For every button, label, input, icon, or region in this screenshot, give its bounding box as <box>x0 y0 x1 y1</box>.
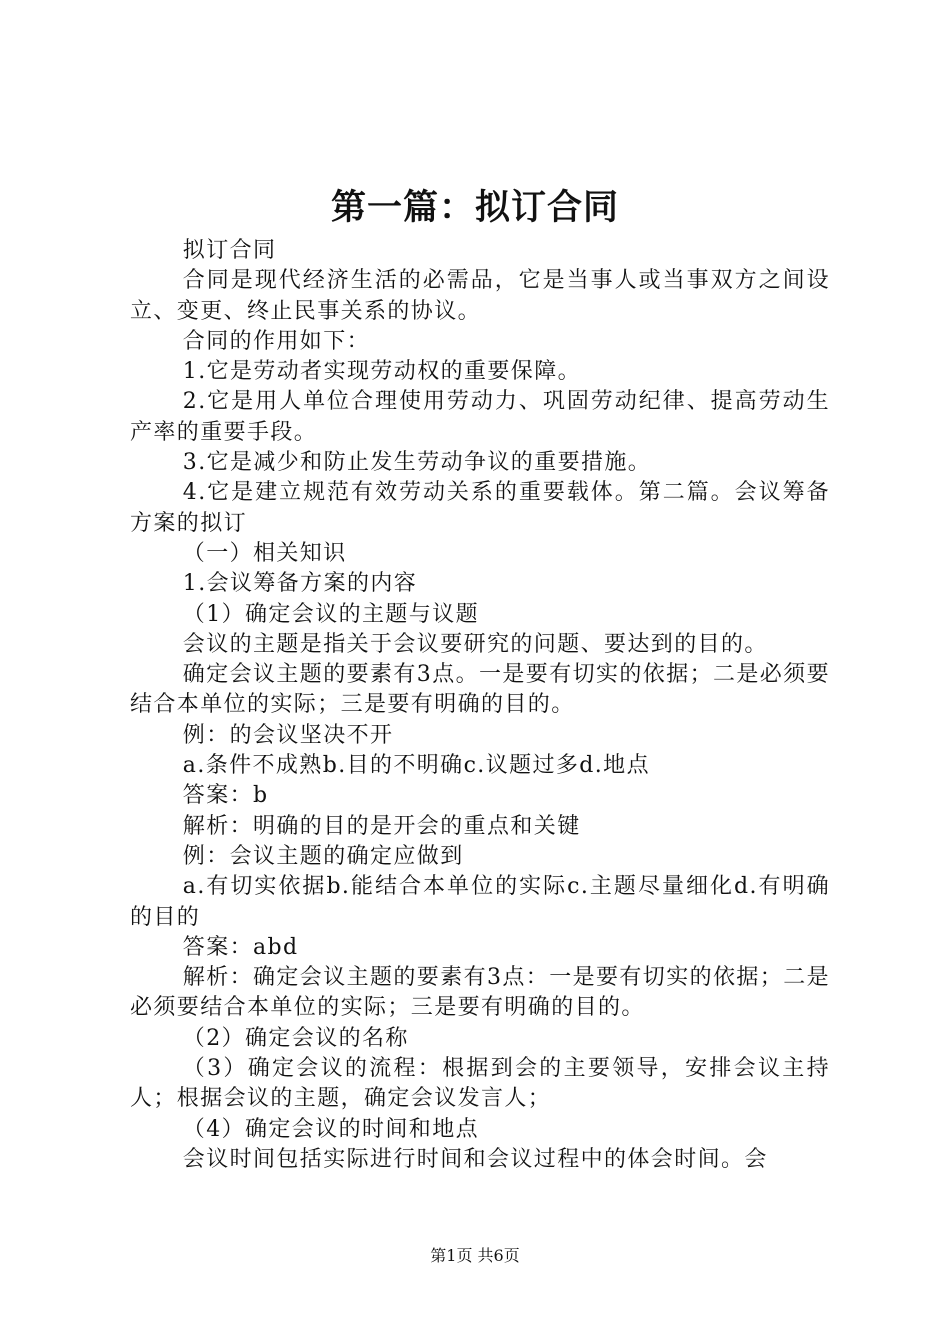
document-body <box>130 236 830 1175</box>
paragraph: （一）相关知识 <box>182 540 347 566</box>
page-footer: 第1页 共6页 <box>430 1246 520 1265</box>
paragraph: 合同的作用如下： <box>182 328 370 354</box>
paragraph: 解析：明确的目的是开会的重点和关键 <box>182 813 581 839</box>
paragraph: 2.它是用人单位合理使用劳动力、巩固劳动纪律、提高劳动生产率的重要手段。 <box>130 389 830 445</box>
paragraph: 会议时间包括实际进行时间和会议过程中的体会时间。会 <box>182 1146 768 1172</box>
paragraph: 1.它是劳动者实现劳动权的重要保障。 <box>182 359 581 385</box>
paragraph: （1）确定会议的主题与议题 <box>182 601 479 627</box>
paragraph: 例：会议主题的确定应做到 <box>182 843 464 869</box>
paragraph: （4）确定会议的时间和地点 <box>182 1116 479 1142</box>
paragraph: 3.它是减少和防止发生劳动争议的重要措施。 <box>182 450 652 476</box>
paragraph: 会议的主题是指关于会议要研究的问题、要达到的目的。 <box>182 631 768 657</box>
paragraph: 例：的会议坚决不开 <box>182 722 394 748</box>
paragraph: 答案：b <box>182 783 269 809</box>
paragraph: 合同是现代经济生活的必需品，它是当事人或当事双方之间设立、变更、终止民事关系的协议。 <box>130 268 830 324</box>
paragraph: （2）确定会议的名称 <box>182 1025 409 1051</box>
paragraph: （3）确定会议的流程：根据到会的主要领导，安排会议主持人；根据会议的主题，确定会议发言人； <box>130 1056 830 1112</box>
paragraph: a.有切实依据b.能结合本单位的实际c.主题尽量细化d.有明确的目的 <box>130 874 830 930</box>
paragraph: 答案：abd <box>182 934 299 960</box>
document-title: 第一篇：拟订合同 <box>330 187 619 228</box>
paragraph: 1.会议筹备方案的内容 <box>182 571 418 597</box>
paragraph: 解析：确定会议主题的要素有3点：一是要有切实的依据；二是必须要结合本单位的实际；三是要有明确的目的。 <box>130 965 830 1021</box>
paragraph: a.条件不成熟b.目的不明确c.议题过多d.地点 <box>182 753 650 779</box>
paragraph: 确定会议主题的要素有3点。一是要有切实的依据；二是必须要结合本单位的实际；三是要有明确的目的。 <box>130 662 830 718</box>
paragraph: 4.它是建立规范有效劳动关系的重要载体。第二篇。会议筹备方案的拟订 <box>130 480 830 536</box>
paragraph: 拟订合同 <box>182 238 277 263</box>
